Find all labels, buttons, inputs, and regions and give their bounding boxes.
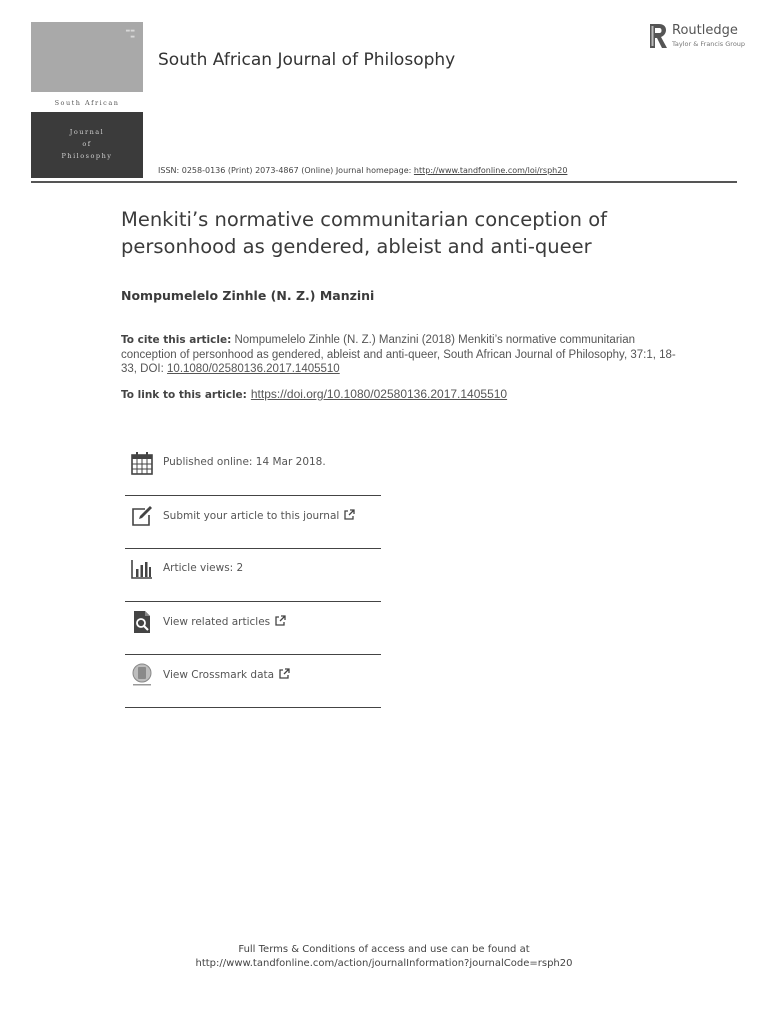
cover-top-label: South African <box>31 92 143 112</box>
issn-text: ISSN: 0258-0136 (Print) 2073-4867 (Online) Journal homepage: <box>158 166 414 175</box>
footer-line-1: Full Terms & Conditions of access and use can be found at <box>238 944 530 955</box>
related-articles-text: View related articles <box>163 616 271 628</box>
doi-link[interactable]: 10.1080/02580136.2017.1405510 <box>167 363 340 375</box>
submit-article-link[interactable] <box>163 509 355 522</box>
journal-cover <box>31 22 143 178</box>
article-authors: Nompumelelo Zinhle (N. Z.) Manzini <box>121 288 375 303</box>
publisher-logo[interactable] <box>648 22 744 52</box>
article-title: Menkiti’s normative communitarian conception of personhood as gendered, ableist and anti-queer <box>121 208 607 258</box>
edit-icon <box>131 504 153 528</box>
article-link-line <box>121 387 507 401</box>
cover-title-block <box>31 112 143 178</box>
routledge-r-icon <box>648 22 668 50</box>
external-link-icon <box>279 668 290 679</box>
article-url-link[interactable]: https://doi.org/10.1080/02580136.2017.1405510 <box>250 387 508 401</box>
cover-line: Journal <box>69 128 105 136</box>
search-document-icon <box>131 610 153 634</box>
cover-line: Philosophy <box>61 152 113 160</box>
link-label: To link to this article: <box>121 389 247 401</box>
article-views-text: Article views: 2 <box>163 562 244 574</box>
related-articles-row[interactable] <box>125 602 381 655</box>
terms-link[interactable]: http://www.tandfonline.com/action/journalInformation?journalCode=rsph20 <box>195 958 573 969</box>
journal-homepage-link[interactable]: http://www.tandfonline.com/loi/rsph20 <box>413 166 568 175</box>
crossmark-row[interactable] <box>125 655 381 708</box>
published-online-row <box>125 443 381 496</box>
submit-article-text: Submit your article to this journal <box>163 510 340 522</box>
cover-decoration: ▬▬ ▬ <box>125 28 135 40</box>
cover-line: of <box>82 140 92 148</box>
header-divider <box>31 181 737 183</box>
crossmark-icon <box>131 663 153 687</box>
related-articles-link[interactable] <box>163 615 286 628</box>
bar-chart-icon <box>131 557 153 581</box>
issn-line <box>158 166 567 175</box>
article-views-row <box>125 549 381 602</box>
citation <box>121 333 681 377</box>
cite-text: Nompumelelo Zinhle (N. Z.) Manzini (2018) Menkiti’s normative communitarian conception of personhood as gendered, ableist and anti-queer, South African Journal of Philosophy, 37:1, 18-33, DOI: <box>121 334 676 375</box>
crossmark-link[interactable] <box>163 668 290 681</box>
journal-title: South African Journal of Philosophy <box>158 50 456 70</box>
external-link-icon <box>344 509 355 520</box>
submit-article-row[interactable] <box>125 496 381 549</box>
calendar-icon <box>131 451 153 475</box>
external-link-icon <box>275 615 286 626</box>
crossmark-text: View Crossmark data <box>163 669 275 681</box>
cite-label: To cite this article: <box>121 334 232 346</box>
cover-image-area <box>31 22 143 92</box>
publisher-name: Routledge <box>672 23 738 38</box>
published-online-text: Published online: 14 Mar 2018. <box>163 456 326 468</box>
terms-footer <box>0 943 768 971</box>
article-info-list <box>125 443 381 708</box>
publisher-subtitle: Taylor & Francis Group <box>672 40 746 48</box>
